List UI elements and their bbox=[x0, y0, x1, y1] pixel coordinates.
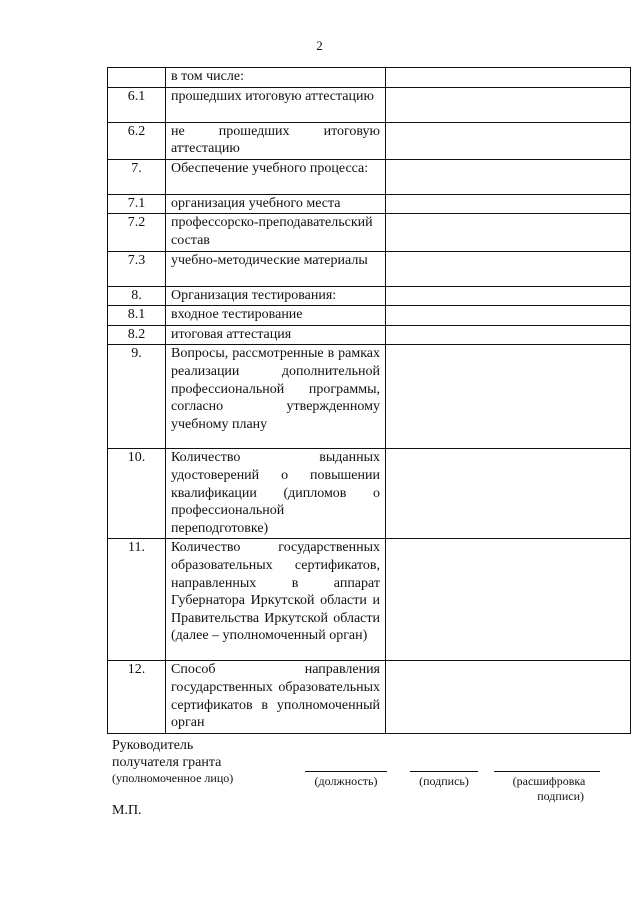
row-number: 7. bbox=[108, 159, 166, 194]
table-row bbox=[108, 214, 631, 251]
signature-block bbox=[112, 737, 612, 803]
row-text: организация учебного места bbox=[166, 194, 386, 214]
row-text: профессорско-преподавательский состав bbox=[166, 214, 386, 251]
table-row bbox=[108, 194, 631, 214]
table-row bbox=[108, 286, 631, 306]
signer-title-line-2: получателя гранта bbox=[112, 755, 222, 770]
row-text: учебно-методические материалы bbox=[166, 251, 386, 286]
row-number: 8. bbox=[108, 286, 166, 306]
decode-caption-line-1: (расшифровка bbox=[512, 774, 586, 788]
row-value-cell bbox=[386, 661, 631, 733]
row-number: 12. bbox=[108, 661, 166, 733]
row-value-cell bbox=[386, 306, 631, 326]
signer-title-line-1: Руководитель bbox=[112, 738, 194, 753]
row-value-cell bbox=[386, 68, 631, 88]
table-row bbox=[108, 539, 631, 661]
row-number: 6.2 bbox=[108, 122, 166, 159]
table-row bbox=[108, 661, 631, 733]
row-number: 8.1 bbox=[108, 306, 166, 326]
row-text: Количество государственных образовательных сертификатов, направленных в аппарат Губернатора Иркутской области и Правительства Иркутской области (далее – уполномоченный орган) bbox=[166, 539, 386, 661]
table-row bbox=[108, 87, 631, 122]
row-value-cell bbox=[386, 449, 631, 539]
row-text: Организация тестирования: bbox=[166, 286, 386, 306]
row-number: 9. bbox=[108, 345, 166, 449]
table-row bbox=[108, 345, 631, 449]
row-value-cell bbox=[386, 325, 631, 345]
row-value-cell bbox=[386, 87, 631, 122]
row-text: входное тестирование bbox=[166, 306, 386, 326]
table-row bbox=[108, 122, 631, 159]
decode-caption bbox=[494, 774, 604, 804]
report-table bbox=[107, 67, 631, 734]
signer-title-line-3: (уполномоченное лицо) bbox=[112, 771, 234, 785]
row-number: 8.2 bbox=[108, 325, 166, 345]
row-number: 7.3 bbox=[108, 251, 166, 286]
sign-line bbox=[410, 771, 478, 772]
stamp-label: М.П. bbox=[112, 803, 142, 818]
decode-caption-line-2: подписи) bbox=[537, 789, 584, 803]
row-value-cell bbox=[386, 159, 631, 194]
position-caption: (должность) bbox=[314, 774, 378, 788]
row-value-cell bbox=[386, 122, 631, 159]
page-number: 2 bbox=[316, 38, 323, 53]
row-value-cell bbox=[386, 286, 631, 306]
row-number: 7.2 bbox=[108, 214, 166, 251]
table-row bbox=[108, 251, 631, 286]
table-row bbox=[108, 325, 631, 345]
row-number bbox=[108, 68, 166, 88]
row-value-cell bbox=[386, 251, 631, 286]
row-text: Вопросы, рассмотренные в рамках реализации дополнительной профессиональной программы, согласно утвержденному учебному плану bbox=[166, 345, 386, 449]
row-text: Количество выданных удостоверений о повышении квалификации (дипломов о профессиональной переподготовке) bbox=[166, 449, 386, 539]
table-row bbox=[108, 68, 631, 88]
row-value-cell bbox=[386, 214, 631, 251]
row-number: 7.1 bbox=[108, 194, 166, 214]
table-row bbox=[108, 159, 631, 194]
row-number: 6.1 bbox=[108, 87, 166, 122]
row-value-cell bbox=[386, 345, 631, 449]
row-text: итоговая аттестация bbox=[166, 325, 386, 345]
decode-line bbox=[494, 771, 600, 772]
table-row bbox=[108, 449, 631, 539]
row-text: Обеспечение учебного процесса: bbox=[166, 159, 386, 194]
table-row bbox=[108, 306, 631, 326]
row-text: Способ направления государственных образовательных сертификатов в уполномоченный орган bbox=[166, 661, 386, 733]
row-value-cell bbox=[386, 194, 631, 214]
row-text: в том числе: bbox=[166, 68, 386, 88]
row-number: 10. bbox=[108, 449, 166, 539]
row-number: 11. bbox=[108, 539, 166, 661]
row-value-cell bbox=[386, 539, 631, 661]
row-text: не прошедших итоговую аттестацию bbox=[166, 122, 386, 159]
position-line bbox=[305, 771, 387, 772]
row-text: прошедших итоговую аттестацию bbox=[166, 87, 386, 122]
sign-caption: (подпись) bbox=[419, 774, 469, 788]
